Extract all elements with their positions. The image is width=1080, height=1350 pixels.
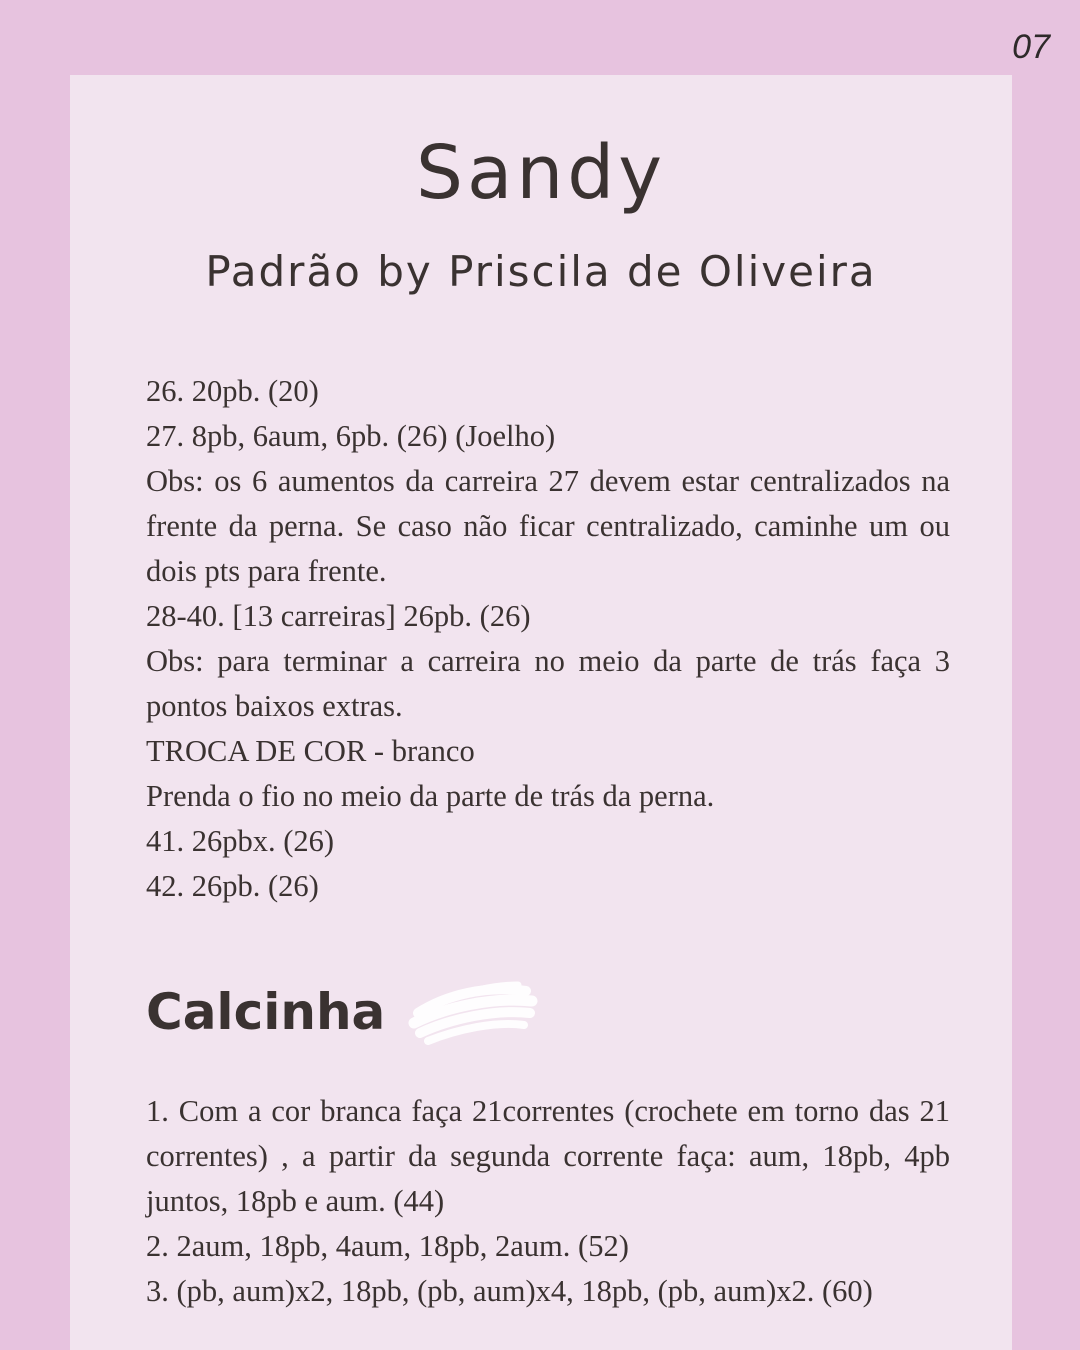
page-title: Sandy	[416, 130, 666, 216]
page-subtitle: Padrão by Priscila de Oliveira	[205, 247, 877, 296]
color-change-note: TROCA DE COR - branco	[146, 734, 475, 768]
pattern-card	[70, 75, 1012, 1350]
pattern-note: Obs: os 6 aumentos da carreira 27 devem estar centralizados na frente da perna. Se caso não ficar centralizado, caminhe um ou dois pts para frente.	[146, 464, 950, 588]
pattern-rows	[146, 369, 950, 909]
section-row: 3. (pb, aum)x2, 18pb, (pb, aum)x4, 18pb, (pb, aum)x2. (60)	[146, 1274, 873, 1308]
white-color-swatch	[406, 973, 538, 1051]
section-title: Calcinha	[146, 983, 386, 1041]
pattern-row: 26. 20pb. (20)	[146, 374, 319, 408]
pattern-row: 27. 8pb, 6aum, 6pb. (26) (Joelho)	[146, 419, 556, 453]
section-row: 1. Com a cor branca faça 21correntes (crochete em torno das 21 correntes) , a partir da segunda corrente faça: aum, 18pb, 4pb juntos, 18pb e aum. (44)	[146, 1094, 950, 1218]
pattern-row: 42. 26pb. (26)	[146, 869, 319, 903]
pattern-row: 28-40. [13 carreiras] 26pb. (26)	[146, 599, 531, 633]
section-rows	[146, 1089, 950, 1314]
pattern-note: Prenda o fio no meio da parte de trás da perna.	[146, 779, 715, 813]
section-row: 2. 2aum, 18pb, 4aum, 18pb, 2aum. (52)	[146, 1229, 629, 1263]
page-number: 07	[1012, 28, 1050, 66]
pattern-row: 41. 26pbx. (26)	[146, 824, 335, 858]
pattern-note: Obs: para terminar a carreira no meio da parte de trás faça 3 pontos baixos extras.	[146, 644, 950, 723]
